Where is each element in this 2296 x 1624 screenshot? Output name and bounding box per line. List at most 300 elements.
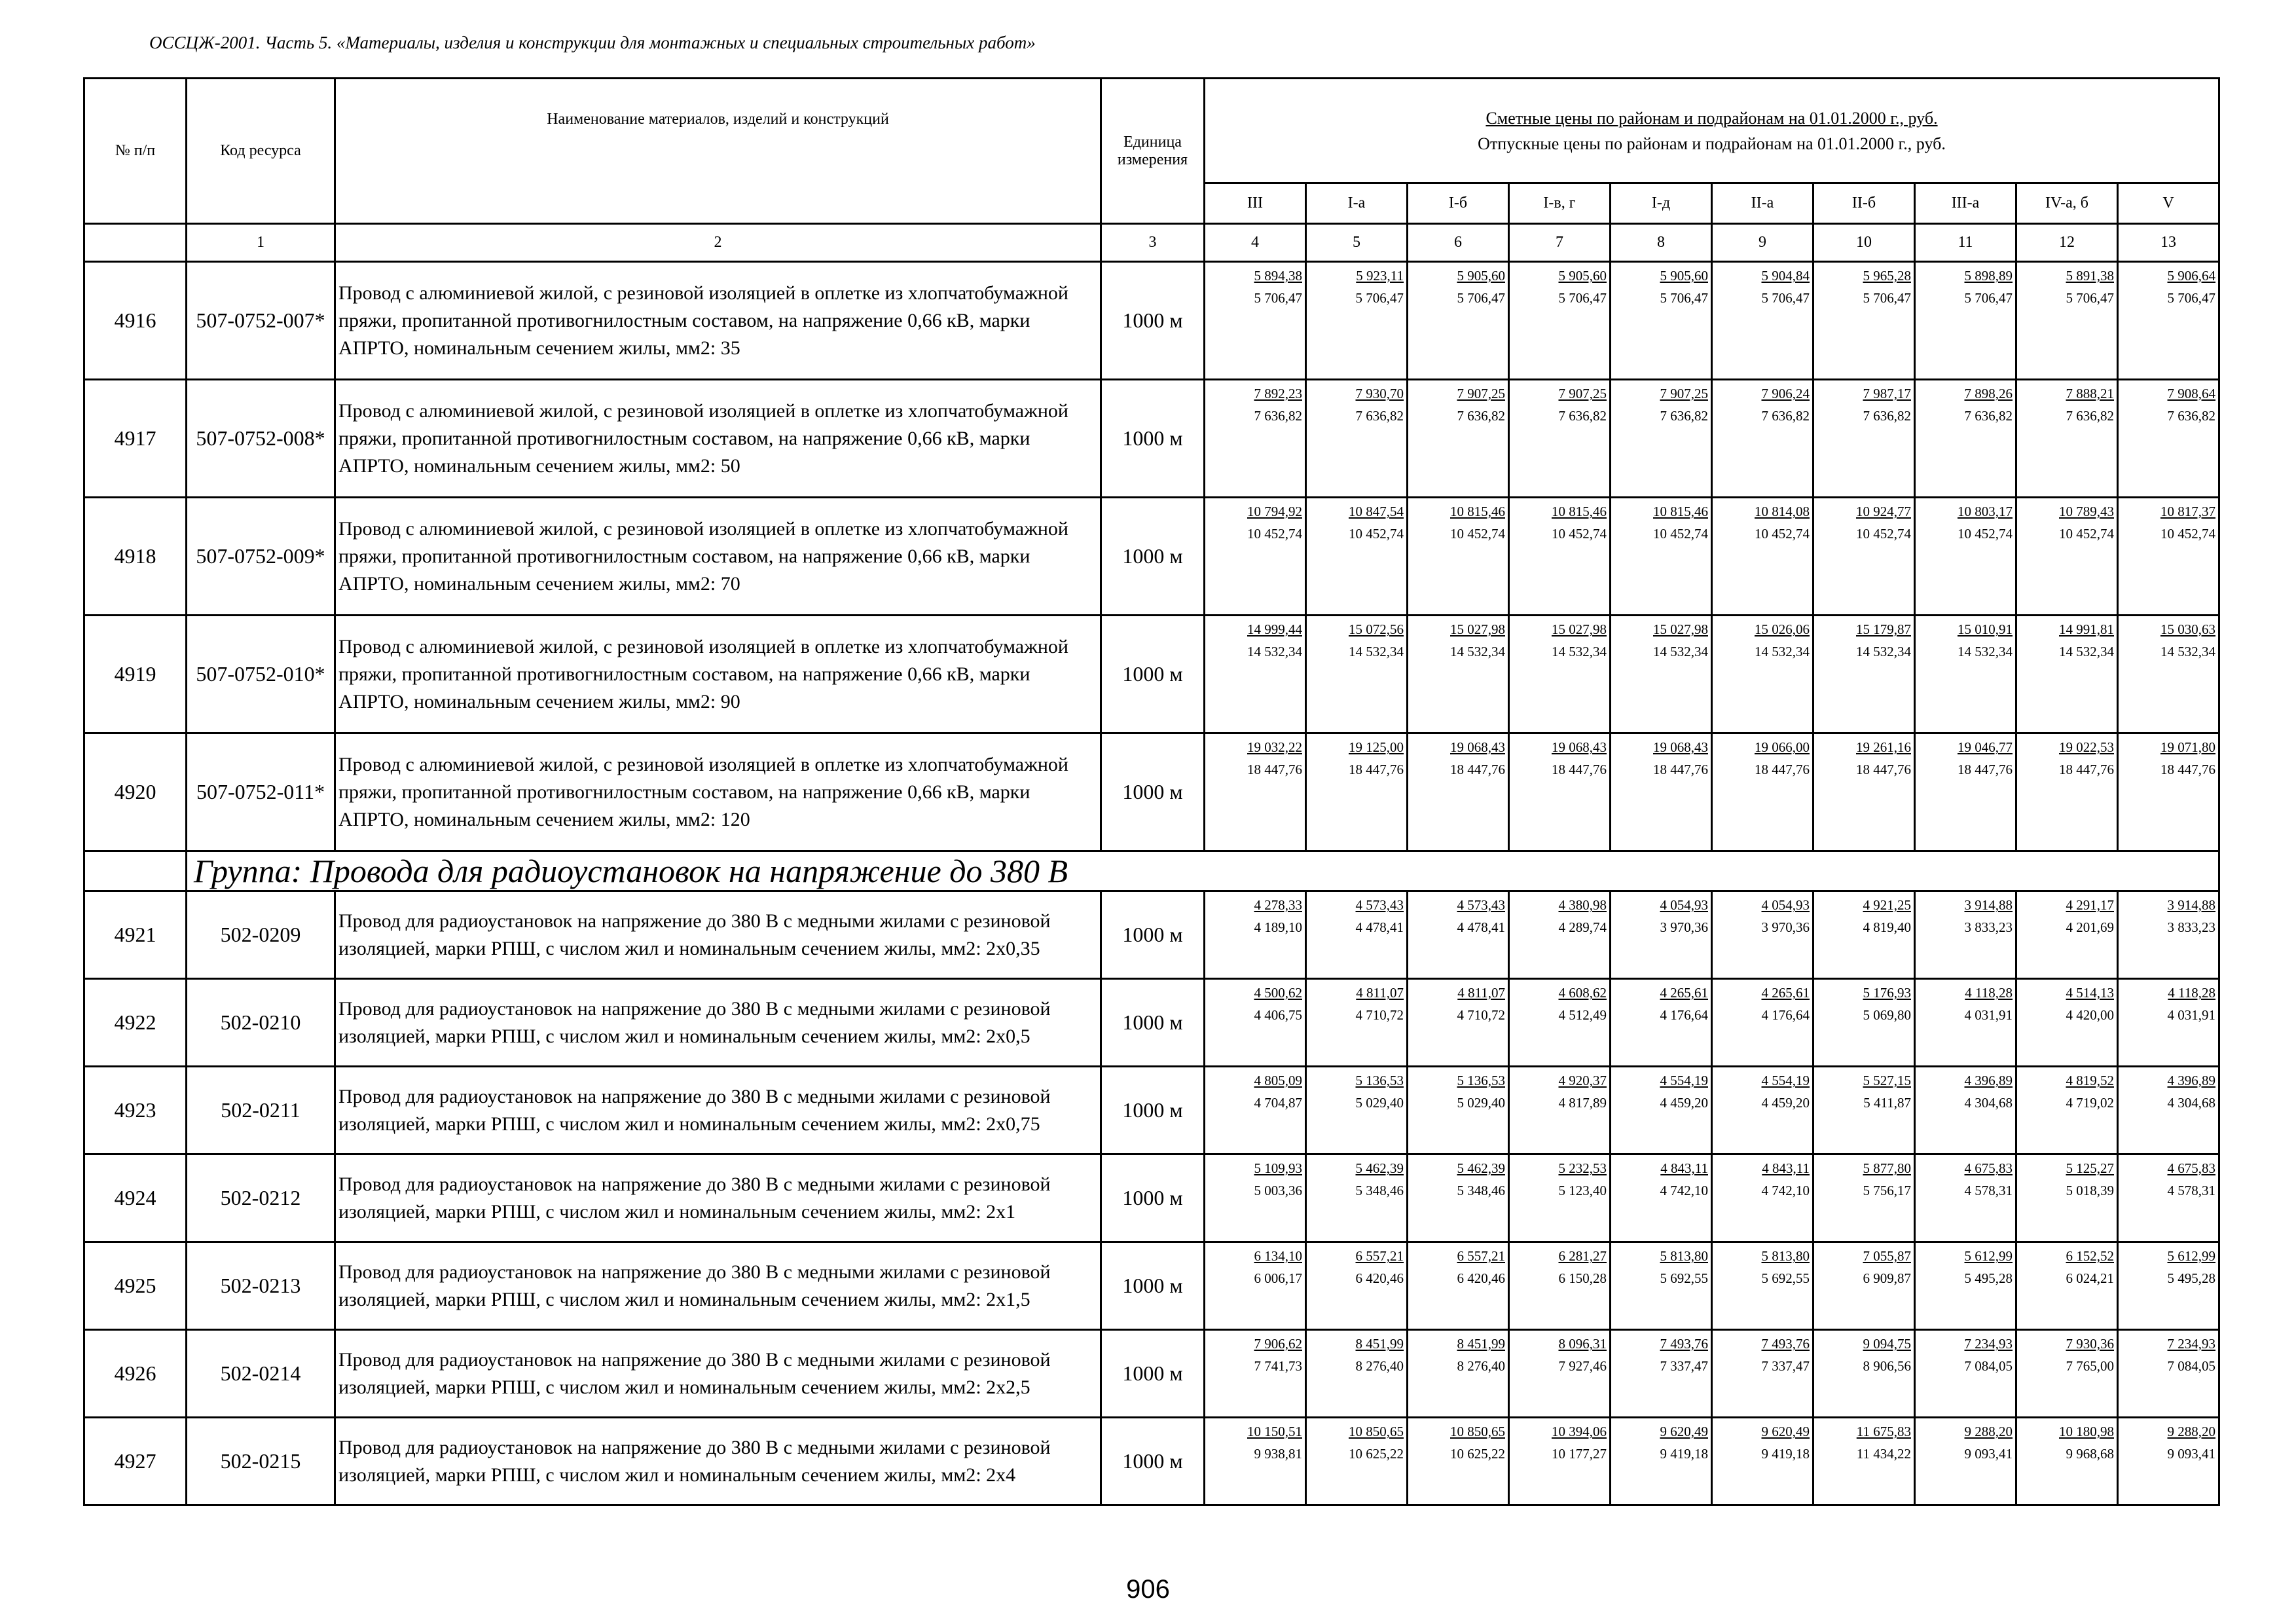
release-price: 5 692,55 [1761,1270,1810,1287]
price-cell [1509,1154,1611,1242]
unit-of-measure: 1000 м [1101,380,1205,498]
estimated-price: 15 027,98 [1450,621,1505,637]
estimated-price: 3 914,88 [2167,897,2216,913]
table-row [84,1154,2219,1242]
unit-of-measure: 1000 м [1101,733,1205,851]
material-name: Провод с алюминиевой жилой, с резиновой изоляцией в оплетке из хлопчатобумажной пряжи, пропитанной противогнилостным составом, на напряжение 0,66 кВ, марки АПРТО, номинальным сечением жилы, мм2: 35 [335,262,1101,380]
price-cell [2016,979,2118,1067]
row-number: 4916 [84,262,187,380]
estimated-price: 15 026,06 [1755,621,1810,637]
estimated-price: 4 573,43 [1457,897,1505,913]
estimated-price: 4 291,17 [2066,897,2114,913]
estimated-price: 10 815,46 [1653,504,1708,519]
estimated-price: 4 278,33 [1254,897,1302,913]
material-name: Провод для радиоустановок на напряжение до 380 В с медными жилами с резиновой изоляцией, марки РПШ, с числом жил и номинальным сечением жилы, мм2: 2х2,5 [335,1330,1101,1418]
estimated-price: 9 620,49 [1660,1424,1708,1439]
release-price: 4 578,31 [1964,1183,2013,1199]
header-region: IV-а, б [2016,183,2118,224]
estimated-price: 4 921,25 [1863,897,1911,913]
estimated-price: 11 675,83 [1856,1424,1911,1439]
estimated-price: 5 905,60 [1558,268,1607,284]
estimated-price: 9 288,20 [2167,1424,2216,1439]
unit-of-measure: 1000 м [1101,1154,1205,1242]
estimated-price: 7 987,17 [1863,386,1911,401]
price-cell [1306,733,1408,851]
estimated-price: 10 847,54 [1349,504,1404,519]
price-cell [1813,262,1915,380]
price-cell [2118,733,2219,851]
release-price: 5 706,47 [1254,290,1302,306]
price-cell [1306,380,1408,498]
estimated-price: 5 898,89 [1964,268,2013,284]
estimated-price: 4 514,13 [2066,985,2114,1001]
release-price: 4 710,72 [1355,1007,1404,1024]
release-price: 10 452,74 [1349,526,1404,542]
price-cell [1408,1242,1509,1330]
price-table [83,77,2220,1506]
estimated-price: 10 794,92 [1247,504,1302,519]
column-number: 6 [1408,224,1509,262]
price-cell [1915,1154,2016,1242]
table-row [84,498,2219,616]
row-number: 4927 [84,1418,187,1505]
estimated-price: 4 843,11 [1762,1160,1810,1176]
estimated-price: 5 612,99 [2167,1248,2216,1264]
estimated-price: 4 396,89 [2167,1073,2216,1088]
release-price: 6 420,46 [1457,1270,1505,1287]
release-price: 5 706,47 [1355,290,1404,306]
resource-code: 507-0752-010* [187,616,335,733]
release-price: 10 177,27 [1552,1446,1607,1462]
release-price: 7 765,00 [2066,1358,2114,1375]
table-row [84,616,2219,733]
estimated-price: 19 068,43 [1653,739,1708,755]
estimated-price: 4 811,07 [1356,985,1404,1001]
release-price: 9 419,18 [1761,1446,1810,1462]
price-cell [1712,498,1813,616]
resource-code: 507-0752-009* [187,498,335,616]
price-cell [1205,1242,1306,1330]
estimated-price: 10 180,98 [2059,1424,2114,1439]
price-cell [1306,1154,1408,1242]
price-cell [1306,262,1408,380]
price-cell [1915,979,2016,1067]
price-cell [1408,1067,1509,1154]
estimated-price: 8 096,31 [1558,1336,1607,1352]
estimated-price: 19 125,00 [1349,739,1404,755]
release-price: 10 452,74 [1856,526,1911,542]
price-cell [1509,733,1611,851]
estimated-price: 4 118,28 [1965,985,2013,1001]
price-cell [1408,262,1509,380]
price-cell [1205,380,1306,498]
estimated-price: 5 136,53 [1355,1073,1404,1088]
table-row [84,1418,2219,1505]
release-price: 5 706,47 [1964,290,2013,306]
header-prices [1205,79,2219,183]
unit-of-measure: 1000 м [1101,262,1205,380]
price-cell [1915,262,2016,380]
estimated-price: 6 557,21 [1355,1248,1404,1264]
unit-of-measure: 1000 м [1101,616,1205,733]
column-number: 12 [2016,224,2118,262]
release-price: 9 938,81 [1254,1446,1302,1462]
price-cell [2016,1330,2118,1418]
release-price: 7 337,47 [1761,1358,1810,1375]
price-cell [1915,498,2016,616]
estimated-price: 5 813,80 [1660,1248,1708,1264]
release-price: 5 495,28 [2167,1270,2216,1287]
release-price: 5 706,47 [1863,290,1911,306]
price-cell [1205,1418,1306,1505]
estimated-price: 15 027,98 [1653,621,1708,637]
price-cell [2118,1330,2219,1418]
release-price: 14 532,34 [1856,644,1911,660]
release-price: 3 833,23 [1964,919,2013,936]
header-num: № п/п [84,79,187,224]
release-price: 5 756,17 [1863,1183,1911,1199]
group-title: Группа: Провода для радиоустановок на напряжение до 380 В [187,851,2219,891]
estimated-price: 19 032,22 [1247,739,1302,755]
release-price: 4 704,87 [1254,1095,1302,1111]
price-cell [1509,891,1611,979]
row-number: 4917 [84,380,187,498]
price-cell [1408,1330,1509,1418]
unit-of-measure: 1000 м [1101,891,1205,979]
price-cell [2016,262,2118,380]
estimated-price: 5 905,60 [1457,268,1505,284]
material-name: Провод для радиоустановок на напряжение до 380 В с медными жилами с резиновой изоляцией, марки РПШ, с числом жил и номинальным сечением жилы, мм2: 2х1 [335,1154,1101,1242]
price-cell [2016,380,2118,498]
column-number: 9 [1712,224,1813,262]
estimated-price: 15 030,63 [2160,621,2216,637]
estimated-price: 5 894,38 [1254,268,1302,284]
price-cell [1712,733,1813,851]
price-cell [1813,1418,1915,1505]
estimated-price: 9 620,49 [1761,1424,1810,1439]
release-price: 4 817,89 [1558,1095,1607,1111]
estimated-price: 4 554,19 [1761,1073,1810,1088]
estimated-price: 6 281,27 [1558,1248,1607,1264]
estimated-price: 15 027,98 [1552,621,1607,637]
estimated-price: 7 930,36 [2066,1336,2114,1352]
price-cell [1509,1330,1611,1418]
price-cell [2016,733,2118,851]
material-name: Провод для радиоустановок на напряжение до 380 В с медными жилами с резиновой изоляцией, марки РПШ, с числом жил и номинальным сечением жилы, мм2: 2х0,35 [335,891,1101,979]
table-row [84,380,2219,498]
estimated-price: 5 462,39 [1457,1160,1505,1176]
price-cell [1611,498,1712,616]
price-cell [1813,979,1915,1067]
row-number: 4923 [84,1067,187,1154]
estimated-price: 6 557,21 [1457,1248,1505,1264]
price-cell [1611,380,1712,498]
release-price: 9 968,68 [2066,1446,2114,1462]
release-price: 7 636,82 [1457,408,1505,424]
estimated-price: 10 394,06 [1552,1424,1607,1439]
document-header: ОССЦЖ-2001. Часть 5. «Материалы, изделия и конструкции для монтажных и специальных строительных работ» [149,33,1036,52]
estimated-price: 4 265,61 [1660,985,1708,1001]
release-price: 4 819,40 [1863,919,1911,936]
estimated-price: 10 850,65 [1349,1424,1404,1439]
release-price: 5 029,40 [1457,1095,1505,1111]
unit-of-measure: 1000 м [1101,979,1205,1067]
header-region: V [2118,183,2219,224]
release-price: 4 459,20 [1761,1095,1810,1111]
release-price: 18 447,76 [1653,762,1708,778]
row-number: 4922 [84,979,187,1067]
estimated-price: 10 850,65 [1450,1424,1505,1439]
release-price: 4 742,10 [1761,1183,1810,1199]
header-region: III [1205,183,1306,224]
estimated-price: 7 234,93 [2167,1336,2216,1352]
material-name: Провод с алюминиевой жилой, с резиновой изоляцией в оплетке из хлопчатобумажной пряжи, пропитанной противогнилостным составом, на напряжение 0,66 кВ, марки АПРТО, номинальным сечением жилы, мм2: 90 [335,616,1101,733]
estimated-price: 4 811,07 [1457,985,1505,1001]
release-price: 7 337,47 [1660,1358,1708,1375]
header-region: II-б [1813,183,1915,224]
estimated-price: 5 877,80 [1863,1160,1911,1176]
release-price: 14 532,34 [2160,644,2216,660]
resource-code: 507-0752-007* [187,262,335,380]
estimated-price: 5 904,84 [1761,268,1810,284]
column-number: 2 [335,224,1101,262]
price-cell [1915,616,2016,733]
estimated-price: 3 914,88 [1964,897,2013,913]
price-cell [1611,1067,1712,1154]
release-price: 18 447,76 [1247,762,1302,778]
release-price: 5 706,47 [1457,290,1505,306]
estimated-price: 19 022,53 [2059,739,2114,755]
estimated-price: 10 815,46 [1450,504,1505,519]
price-cell [1306,616,1408,733]
estimated-price: 7 906,24 [1761,386,1810,401]
resource-code: 507-0752-011* [187,733,335,851]
release-price: 4 710,72 [1457,1007,1505,1024]
release-price: 14 532,34 [1349,644,1404,660]
estimated-price: 5 923,11 [1356,268,1404,284]
material-name: Провод для радиоустановок на напряжение до 380 В с медными жилами с резиновой изоляцией, марки РПШ, с числом жил и номинальным сечением жилы, мм2: 2х4 [335,1418,1101,1505]
estimated-price: 5 109,93 [1254,1160,1302,1176]
estimated-price: 7 888,21 [2066,386,2114,401]
estimated-price: 10 803,17 [1958,504,2013,519]
price-cell [1915,380,2016,498]
resource-code: 502-0210 [187,979,335,1067]
header-prices-release: Отпускные цены по районам и подрайонам на 01.01.2000 г., руб. [1478,134,1946,153]
material-name: Провод с алюминиевой жилой, с резиновой изоляцией в оплетке из хлопчатобумажной пряжи, пропитанной противогнилостным составом, на напряжение 0,66 кВ, марки АПРТО, номинальным сечением жилы, мм2: 70 [335,498,1101,616]
price-cell [1813,891,1915,979]
release-price: 6 909,87 [1863,1270,1911,1287]
release-price: 10 625,22 [1349,1446,1404,1462]
unit-of-measure: 1000 м [1101,1330,1205,1418]
price-cell [1915,1418,2016,1505]
price-cell [1408,380,1509,498]
estimated-price: 7 908,64 [2167,386,2216,401]
release-price: 4 031,91 [2167,1007,2216,1024]
unit-of-measure: 1000 м [1101,498,1205,616]
header-code: Код ресурса [187,79,335,224]
price-cell [1813,733,1915,851]
release-price: 18 447,76 [1755,762,1810,778]
price-cell [1813,380,1915,498]
price-cell [1915,1067,2016,1154]
row-number: 4925 [84,1242,187,1330]
estimated-price: 7 907,25 [1457,386,1505,401]
estimated-price: 7 930,70 [1355,386,1404,401]
release-price: 7 636,82 [1863,408,1911,424]
release-price: 7 084,05 [1964,1358,2013,1375]
price-cell [1813,1330,1915,1418]
price-cell [1306,891,1408,979]
price-cell [1509,1242,1611,1330]
release-price: 10 625,22 [1450,1446,1505,1462]
column-number: 8 [1611,224,1712,262]
header-region: III-а [1915,183,2016,224]
release-price: 6 150,28 [1558,1270,1607,1287]
price-cell [1509,979,1611,1067]
column-number: 5 [1306,224,1408,262]
release-price: 5 348,46 [1457,1183,1505,1199]
resource-code: 502-0212 [187,1154,335,1242]
release-price: 7 636,82 [2167,408,2216,424]
header-region: I-д [1611,183,1712,224]
price-cell [1915,891,2016,979]
price-cell [2118,1067,2219,1154]
estimated-price: 4 054,93 [1660,897,1708,913]
column-number: 7 [1509,224,1611,262]
resource-code: 502-0215 [187,1418,335,1505]
column-number-empty [84,224,187,262]
price-cell [1712,1242,1813,1330]
price-cell [1509,1418,1611,1505]
estimated-price: 8 451,99 [1457,1336,1505,1352]
estimated-price: 4 843,11 [1660,1160,1708,1176]
price-cell [1611,262,1712,380]
release-price: 8 276,40 [1457,1358,1505,1375]
release-price: 5 706,47 [1558,290,1607,306]
estimated-price: 7 892,23 [1254,386,1302,401]
price-cell [1813,1242,1915,1330]
release-price: 8 906,56 [1863,1358,1911,1375]
release-price: 18 447,76 [2059,762,2114,778]
estimated-price: 5 176,93 [1863,985,1911,1001]
material-name: Провод для радиоустановок на напряжение до 380 В с медными жилами с резиновой изоляцией, марки РПШ, с числом жил и номинальным сечением жилы, мм2: 2х0,5 [335,979,1101,1067]
release-price: 3 833,23 [2167,919,2216,936]
unit-of-measure: 1000 м [1101,1067,1205,1154]
price-cell [1712,1418,1813,1505]
release-price: 18 447,76 [2160,762,2216,778]
estimated-price: 9 288,20 [1964,1424,2013,1439]
price-cell [1611,1418,1712,1505]
release-price: 5 706,47 [2167,290,2216,306]
release-price: 7 084,05 [2167,1358,2216,1375]
release-price: 4 420,00 [2066,1007,2114,1024]
release-price: 10 452,74 [1552,526,1607,542]
estimated-price: 7 493,76 [1761,1336,1810,1352]
price-cell [1306,498,1408,616]
unit-of-measure: 1000 м [1101,1242,1205,1330]
release-price: 14 532,34 [1247,644,1302,660]
release-price: 7 636,82 [1964,408,2013,424]
estimated-price: 6 134,10 [1254,1248,1302,1264]
estimated-price: 4 573,43 [1355,897,1404,913]
estimated-price: 14 999,44 [1247,621,1302,637]
estimated-price: 4 118,28 [2168,985,2216,1001]
release-price: 4 459,20 [1660,1095,1708,1111]
header-prices-estimated: Сметные цены по районам и подрайонам на 01.01.2000 г., руб. [1485,108,1938,128]
release-price: 8 276,40 [1355,1358,1404,1375]
resource-code: 507-0752-008* [187,380,335,498]
release-price: 18 447,76 [1856,762,1911,778]
estimated-price: 5 906,64 [2167,268,2216,284]
price-cell [1509,262,1611,380]
table-row [84,733,2219,851]
price-cell [1509,616,1611,733]
price-cell [2016,1242,2118,1330]
price-cell [2118,1242,2219,1330]
price-cell [2118,498,2219,616]
release-price: 4 304,68 [2167,1095,2216,1111]
price-cell [1712,616,1813,733]
release-price: 14 532,34 [1450,644,1505,660]
estimated-price: 4 920,37 [1558,1073,1607,1088]
estimated-price: 10 817,37 [2160,504,2216,519]
price-cell [2118,616,2219,733]
release-price: 10 452,74 [1755,526,1810,542]
price-cell [1408,891,1509,979]
price-cell [1611,1242,1712,1330]
table-row [84,891,2219,979]
estimated-price: 4 608,62 [1558,985,1607,1001]
price-cell [1205,891,1306,979]
release-price: 5 706,47 [1761,290,1810,306]
price-cell [1712,1330,1813,1418]
release-price: 14 532,34 [1552,644,1607,660]
price-cell [1611,979,1712,1067]
release-price: 3 970,36 [1761,919,1810,936]
header-region: I-а [1306,183,1408,224]
table-row [84,979,2219,1067]
estimated-price: 4 265,61 [1761,985,1810,1001]
price-cell [1915,1242,2016,1330]
estimated-price: 5 462,39 [1355,1160,1404,1176]
resource-code: 502-0214 [187,1330,335,1418]
estimated-price: 10 924,77 [1856,504,1911,519]
estimated-price: 5 125,27 [2066,1160,2114,1176]
release-price: 4 478,41 [1457,919,1505,936]
estimated-price: 14 991,81 [2059,621,2114,637]
release-price: 10 452,74 [1247,526,1302,542]
column-number: 1 [187,224,335,262]
price-cell [1205,733,1306,851]
price-cell [1712,891,1813,979]
price-cell [2118,380,2219,498]
price-cell [1408,616,1509,733]
price-cell [1408,498,1509,616]
price-cell [2016,1067,2118,1154]
header-region: I-в, г [1509,183,1611,224]
column-number: 10 [1813,224,1915,262]
release-price: 14 532,34 [1653,644,1708,660]
release-price: 14 532,34 [1755,644,1810,660]
estimated-price: 5 813,80 [1761,1248,1810,1264]
price-cell [1205,1154,1306,1242]
price-cell [1712,979,1813,1067]
estimated-price: 5 136,53 [1457,1073,1505,1088]
estimated-price: 5 527,15 [1863,1073,1911,1088]
estimated-price: 15 010,91 [1958,621,2013,637]
estimated-price: 4 819,52 [2066,1073,2114,1088]
estimated-price: 5 612,99 [1964,1248,2013,1264]
